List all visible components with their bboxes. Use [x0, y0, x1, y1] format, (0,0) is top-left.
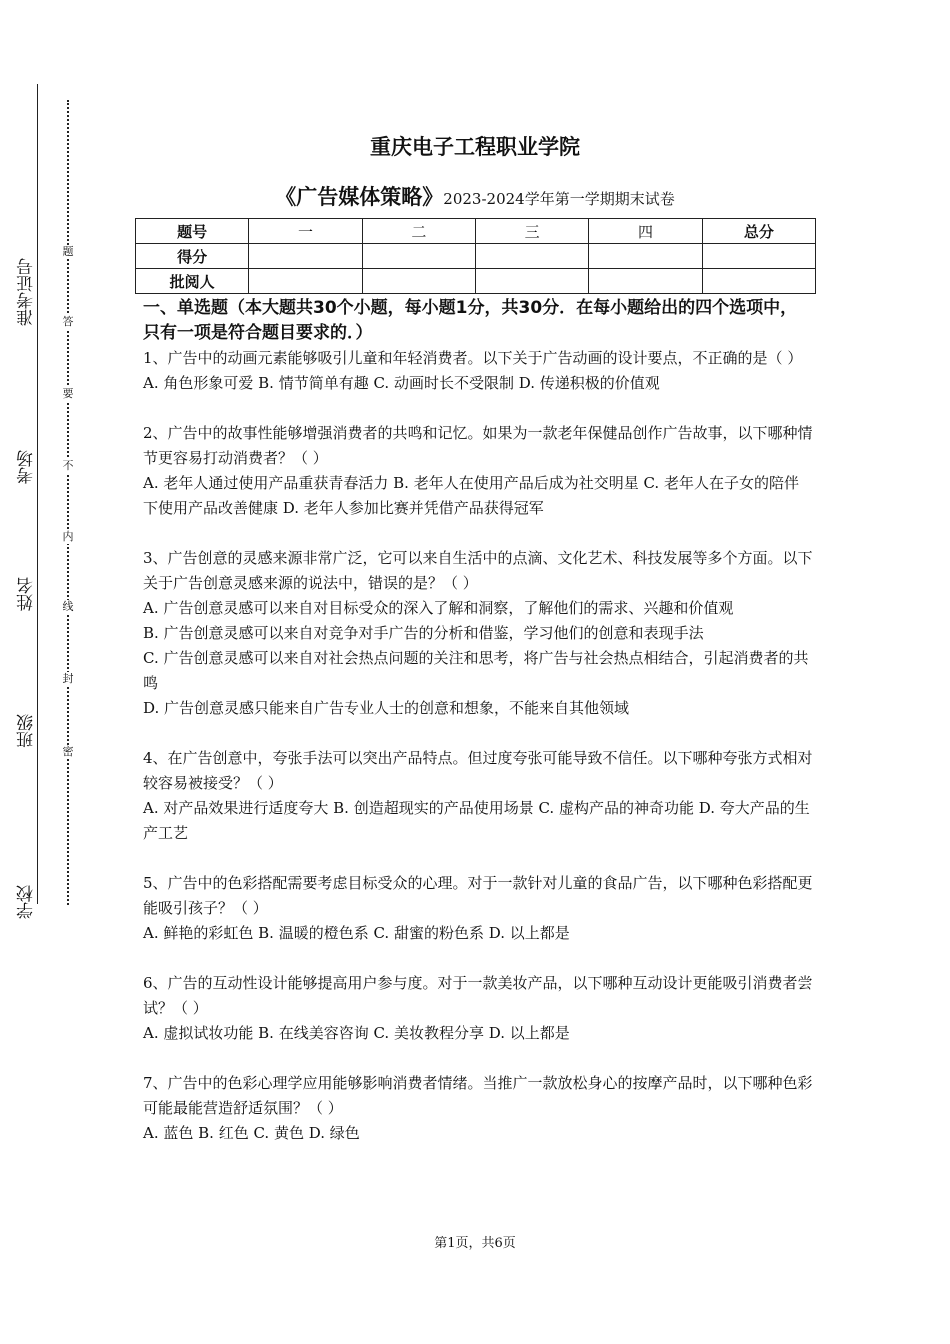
- section-title: 一、单选题（本大题共30个小题，每小题1分，共30分．在每小题给出的四个选项中，只有一项是符合题目要求的．）: [143, 298, 798, 343]
- question-option: A. 广告创意灵感可以来自对目标受众的深入了解和洞察，了解他们的需求、兴趣和价值观: [143, 599, 734, 617]
- score-cell: [249, 244, 362, 269]
- exam-number-label: 准考证号: [17, 258, 37, 326]
- score-row: [136, 244, 816, 269]
- question-option: D. 广告创意灵感只能来自广告专业人士的创意和想象，不能来自其他领域: [143, 699, 630, 717]
- score-cell: [475, 269, 588, 294]
- row-header: 得分: [136, 244, 249, 269]
- exam-title: [0, 181, 950, 211]
- column-header: 题号: [136, 219, 249, 244]
- question-option: B. 广告创意灵感可以来自对竞争对手广告的分析和借鉴，学习他们的创意和表现手法: [143, 624, 704, 642]
- question-5: [143, 871, 813, 946]
- score-cell: [702, 244, 815, 269]
- question-7: [143, 1071, 813, 1146]
- seal-dotted-line: [67, 100, 69, 905]
- column-header: 三: [475, 219, 588, 244]
- question-options: A. 虚拟试妆功能 B. 在线美容咨询 C. 美妆教程分享 D. 以上都是: [143, 1024, 570, 1042]
- question-2: [143, 421, 813, 521]
- question-stem: 3、广告创意的灵感来源非常广泛，它可以来自生活中的点滴、文化艺术、科技发展等多个方面。以下关于广告创意灵感来源的说法中，错误的是？（ ）: [143, 549, 813, 592]
- question-3: [143, 546, 813, 721]
- question-stem: 7、广告中的色彩心理学应用能够影响消费者情绪。当推广一款放松身心的按摩产品时，以下哪种色彩可能最能营造舒适氛围？（ ）: [143, 1074, 813, 1117]
- reviewer-row: [136, 269, 816, 294]
- column-header: 一: [249, 219, 362, 244]
- exam-room-label: 考场: [17, 450, 37, 484]
- question-stem: 5、广告中的色彩搭配需要考虑目标受众的心理。对于一款针对儿童的食品广告，以下哪种色彩搭配更能吸引孩子？（ ）: [143, 874, 813, 917]
- question-options: A. 老年人通过使用产品重获青春活力 B. 老年人在使用产品后成为社交明星 C. 老年人在子女的陪伴下使用产品改善健康 D. 老年人参加比赛并凭借产品获得冠军: [143, 474, 799, 517]
- question-options: A. 蓝色 B. 红色 C. 黄色 D. 绿色: [143, 1124, 360, 1142]
- course-name: 《广告媒体策略》: [275, 185, 444, 209]
- school-title: 重庆电子工程职业学院: [370, 135, 580, 159]
- question-option: C. 广告创意灵感可以来自对社会热点问题的关注和思考，将广告与社会热点相结合，引起消费者的共鸣: [143, 649, 809, 692]
- seal-char: 封: [56, 672, 80, 686]
- score-table-header-row: [136, 219, 816, 244]
- question-list: [143, 346, 813, 1171]
- seal-char: 要: [56, 387, 80, 401]
- term-label: 2023-2024学年第一学期期末试卷: [443, 190, 675, 208]
- school-label: 学校: [17, 885, 37, 919]
- question-6: [143, 971, 813, 1046]
- column-header: 二: [362, 219, 475, 244]
- score-cell: [362, 244, 475, 269]
- question-stem: 2、广告中的故事性能够增强消费者的共鸣和记忆。如果为一款老年保健品创作广告故事，以下哪种情节更容易打动消费者？（ ）: [143, 424, 813, 467]
- column-header: 四: [589, 219, 702, 244]
- row-header: 批阅人: [136, 269, 249, 294]
- score-cell: [362, 269, 475, 294]
- score-cell: [589, 244, 702, 269]
- question-options: A. 对产品效果进行适度夸大 B. 创造超现实的产品使用场景 C. 虚构产品的神奇功能 D. 夸大产品的生产工艺: [143, 799, 810, 842]
- seal-char: 不: [56, 459, 80, 473]
- question-1: [143, 346, 813, 396]
- question-stem: 1、广告中的动画元素能够吸引儿童和年轻消费者。以下关于广告动画的设计要点，不正确的是（ ）: [143, 349, 803, 367]
- score-cell: [475, 244, 588, 269]
- question-options: A. 鲜艳的彩虹色 B. 温暖的橙色系 C. 甜蜜的粉色系 D. 以上都是: [143, 924, 570, 942]
- page-number: 第1页，共6页: [434, 1236, 516, 1251]
- score-cell: [702, 269, 815, 294]
- class-label: 班级: [17, 714, 37, 748]
- question-4: [143, 746, 813, 846]
- seal-char: 题: [56, 245, 80, 259]
- score-table: [135, 218, 816, 294]
- seal-char: 内: [56, 530, 80, 544]
- question-options: A. 角色形象可爱 B. 情节简单有趣 C. 动画时长不受限制 D. 传递积极的价值观: [143, 374, 660, 392]
- seal-char: 密: [56, 745, 80, 759]
- column-header: 总分: [702, 219, 815, 244]
- score-cell: [589, 269, 702, 294]
- name-label: 姓名: [17, 577, 37, 611]
- seal-char: 答: [56, 315, 80, 329]
- question-stem: 6、广告的互动性设计能够提高用户参与度。对于一款美妆产品，以下哪种互动设计更能吸引消费者尝试？（ ）: [143, 974, 813, 1017]
- question-stem: 4、在广告创意中，夸张手法可以突出产品特点。但过度夸张可能导致不信任。以下哪种夸张方式相对较容易被接受？（ ）: [143, 749, 813, 792]
- seal-char: 线: [56, 600, 80, 614]
- score-cell: [249, 269, 362, 294]
